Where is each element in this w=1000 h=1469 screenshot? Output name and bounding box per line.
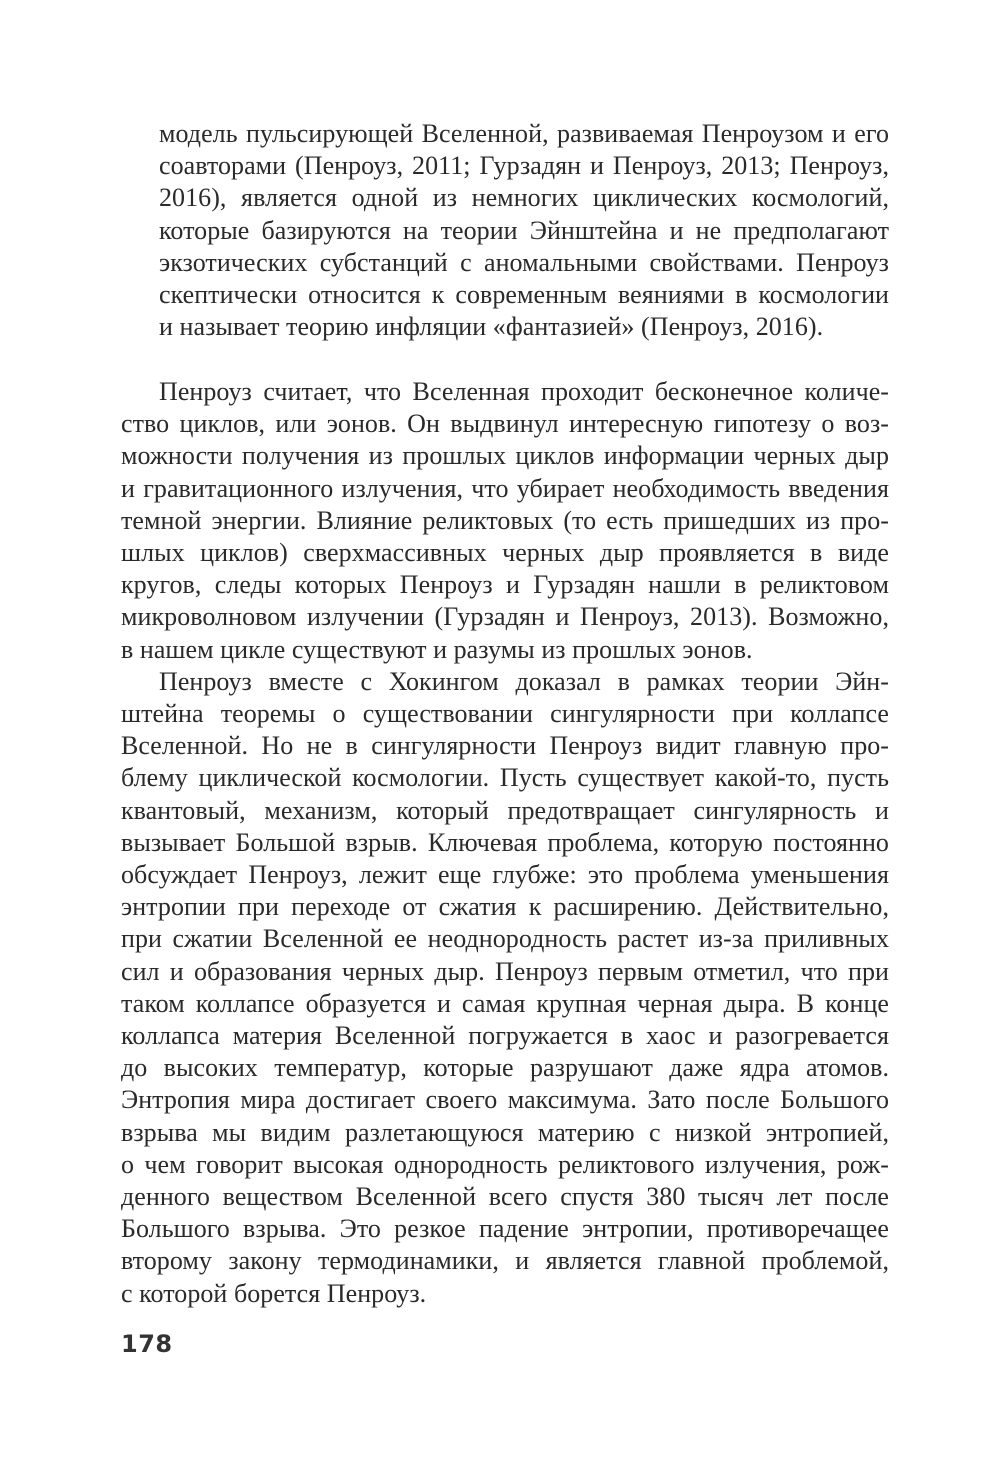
paragraph-line: таком коллапсе образуется и самая крупная черная дыра. В конце: [121, 988, 889, 1018]
page-number: 178: [121, 1330, 173, 1358]
paragraph: [121, 666, 889, 1310]
paragraph-line: взрыва мы видим разлетающуюся материю с низкой энтропией,: [121, 1117, 889, 1147]
paragraph-line: квантовый, механизм, который предотвращает сингулярность и: [121, 795, 889, 825]
quote-block: [159, 118, 889, 343]
paragraph-line: в нашем цикле существуют и разумы из прошлых эонов.: [121, 634, 753, 664]
paragraph-line: сил и образования черных дыр. Пенроуз первым отметил, что при: [121, 956, 889, 986]
paragraph-line: штейна теоремы о существовании сингулярности при коллапсе: [121, 699, 889, 729]
paragraph-line: Большого взрыва. Это резкое падение энтропии, противоречащее: [121, 1214, 889, 1244]
paragraph-line: обсуждает Пенроуз, лежит еще глубже: это проблема уменьшения: [121, 860, 889, 890]
paragraph-line: кругов, следы которых Пенроуз и Гурзадян нашли в реликтовом: [121, 570, 889, 600]
quote-line: которые базируются на теории Эйнштейна и не предполагают: [159, 215, 889, 245]
quote-line: модель пульсирующей Вселенной, развиваемая Пенроузом и его: [159, 119, 889, 148]
paragraph-line: о чем говорит высокая однородность реликтового излучения, рож-: [121, 1149, 889, 1179]
paragraph-line: с которой борется Пенроуз.: [121, 1278, 427, 1308]
paragraph-line: и гравитационного излучения, что убирает необходимость введения: [121, 473, 889, 503]
paragraph-line: энтропии при переходе от сжатия к расширению. Действительно,: [121, 892, 889, 922]
paragraph-line: ство циклов, или эонов. Он выдвинул интересную гипотезу о воз-: [121, 409, 889, 439]
paragraph-line: до высоких температур, которые разрушают даже ядра атомов.: [121, 1053, 889, 1083]
paragraph-line: темной энергии. Влияние реликтовых (то есть пришедших из про-: [121, 505, 889, 535]
body-text: [121, 376, 889, 1310]
paragraph-line: при сжатии Вселенной ее неоднородность растет из-за приливных: [121, 924, 889, 954]
paragraph-line: шлых циклов) сверхмассивных черных дыр проявляется в виде: [121, 538, 889, 568]
paragraph-line: можности получения из прошлых циклов информации черных дыр: [121, 441, 889, 471]
paragraph-line: второму закону термодинамики, и является главной проблемой,: [121, 1246, 889, 1276]
quote-line: 2016), является одной из немногих циклических космологий,: [159, 183, 889, 213]
quote-line: соавторами (Пенроуз, 2011; Гурзадян и Пенроуз, 2013; Пенроуз,: [159, 151, 889, 181]
paragraph: [121, 376, 889, 666]
paragraph-line: денного веществом Вселенной всего спустя 380 тысяч лет после: [121, 1182, 889, 1212]
paragraph-line: Пенроуз считает, что Вселенная проходит бесконечное количе-: [159, 377, 889, 406]
paragraph-line: Пенроуз вместе с Хокингом доказал в рамках теории Эйн-: [159, 666, 889, 696]
paragraph-line: Вселенной. Но не в сингулярности Пенроуз видит главную про-: [121, 731, 889, 761]
quote-line: скептически относится к современным веяниями в космологии: [159, 280, 889, 310]
paragraph-line: коллапса материя Вселенной погружается в хаос и разогревается: [121, 1021, 889, 1051]
paragraph-line: Энтропия мира достигает своего максимума. Зато после Большого: [121, 1085, 889, 1115]
paragraph-line: микроволновом излучении (Гурзадян и Пенроуз, 2013). Возможно,: [121, 602, 889, 632]
quote-line: и называет теорию инфляции «фантазией» (Пенроуз, 2016).: [159, 312, 824, 342]
paragraph-line: блему циклической космологии. Пусть существует какой-то, пусть: [121, 763, 889, 793]
paragraph-line: вызывает Большой взрыв. Ключевая проблема, которую постоянно: [121, 827, 889, 857]
quote-line: экзотических субстанций с аномальными свойствами. Пенроуз: [159, 247, 889, 277]
